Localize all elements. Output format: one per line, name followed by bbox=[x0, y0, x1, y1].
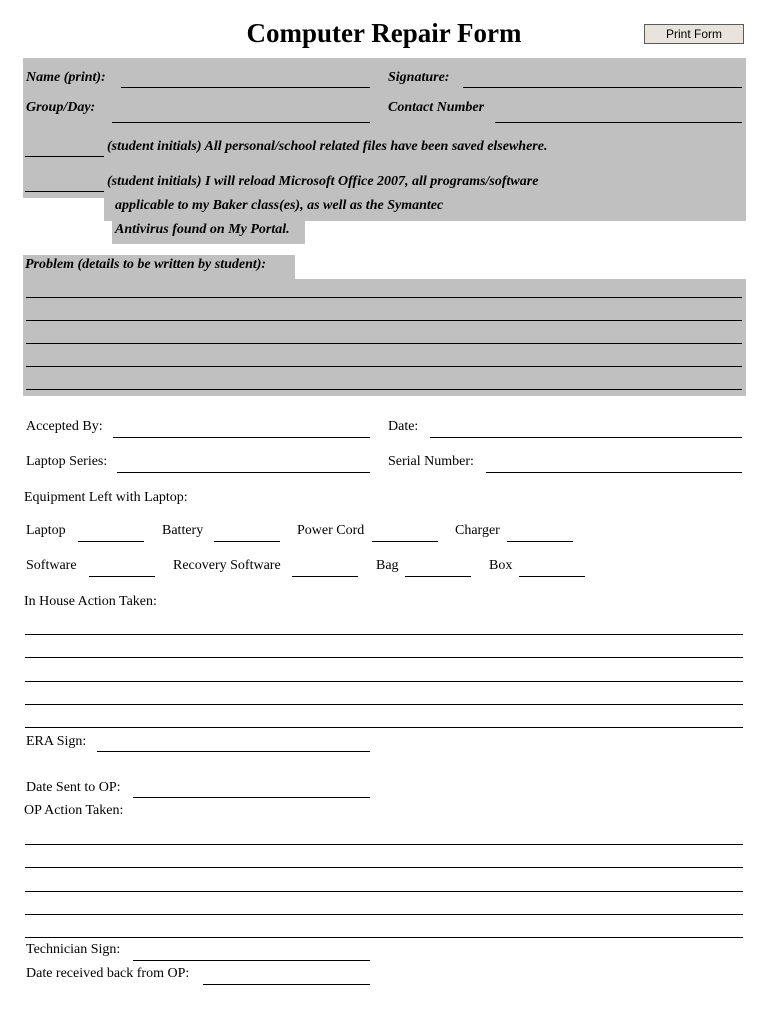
problem-line bbox=[26, 297, 742, 298]
op-action-label: OP Action Taken: bbox=[24, 803, 124, 818]
laptop-label: Laptop bbox=[26, 523, 66, 538]
accepted-by-field[interactable] bbox=[113, 422, 370, 438]
group-day-field[interactable] bbox=[112, 107, 370, 123]
ack-files-saved: (student initials) All personal/school related files have been saved elsewhere. bbox=[107, 139, 548, 154]
in-house-line bbox=[25, 657, 743, 658]
signature-field[interactable] bbox=[463, 72, 742, 88]
initials-field-2[interactable] bbox=[25, 176, 104, 192]
in-house-action-area[interactable] bbox=[25, 620, 743, 730]
laptop-series-label: Laptop Series: bbox=[26, 454, 108, 469]
problem-area[interactable] bbox=[23, 279, 746, 396]
name-label: Name (print): bbox=[26, 70, 106, 85]
print-form-button[interactable]: Print Form bbox=[644, 24, 744, 44]
date-field[interactable] bbox=[430, 422, 742, 438]
accepted-by-label: Accepted By: bbox=[26, 419, 103, 434]
op-line bbox=[25, 867, 743, 868]
in-house-line bbox=[25, 634, 743, 635]
charger-label: Charger bbox=[455, 523, 500, 538]
problem-line bbox=[26, 366, 742, 367]
op-line bbox=[25, 844, 743, 845]
power-cord-label: Power Cord bbox=[297, 523, 365, 538]
technician-sign-label: Technician Sign: bbox=[26, 942, 121, 957]
problem-line bbox=[26, 320, 742, 321]
problem-line bbox=[26, 343, 742, 344]
problem-label: Problem (details to be written by student): bbox=[25, 257, 267, 272]
op-line bbox=[25, 937, 743, 938]
era-sign-label: ERA Sign: bbox=[26, 734, 87, 749]
laptop-series-field[interactable] bbox=[117, 457, 370, 473]
laptop-field[interactable] bbox=[78, 526, 144, 542]
power-cord-field[interactable] bbox=[372, 526, 438, 542]
group-day-label: Group/Day: bbox=[26, 100, 96, 115]
op-line bbox=[25, 891, 743, 892]
recovery-software-label: Recovery Software bbox=[173, 558, 281, 573]
in-house-line bbox=[25, 681, 743, 682]
bag-field[interactable] bbox=[405, 561, 471, 577]
contact-number-label: Contact Number bbox=[388, 100, 485, 115]
battery-label: Battery bbox=[162, 523, 204, 538]
technician-sign-field[interactable] bbox=[133, 945, 370, 961]
name-field[interactable] bbox=[121, 72, 370, 88]
serial-number-field[interactable] bbox=[486, 457, 742, 473]
form-title: Computer Repair Form bbox=[246, 18, 522, 48]
ack-reload-line3: Antivirus found on My Portal. bbox=[115, 222, 290, 237]
signature-label: Signature: bbox=[388, 70, 450, 85]
equipment-heading: Equipment Left with Laptop: bbox=[24, 490, 188, 505]
in-house-line bbox=[25, 727, 743, 728]
software-label: Software bbox=[26, 558, 77, 573]
serial-number-label: Serial Number: bbox=[388, 454, 474, 469]
box-label: Box bbox=[489, 558, 513, 573]
in-house-action-label: In House Action Taken: bbox=[24, 594, 157, 609]
initials-field-1[interactable] bbox=[25, 141, 104, 157]
op-line bbox=[25, 914, 743, 915]
ack-reload-line2: applicable to my Baker class(es), as well as the Symantec bbox=[115, 198, 444, 213]
battery-field[interactable] bbox=[214, 526, 280, 542]
charger-field[interactable] bbox=[507, 526, 573, 542]
problem-line bbox=[26, 389, 742, 390]
date-received-label: Date received back from OP: bbox=[26, 966, 190, 981]
software-field[interactable] bbox=[89, 561, 155, 577]
era-sign-field[interactable] bbox=[97, 736, 370, 752]
date-received-field[interactable] bbox=[203, 969, 370, 985]
date-sent-field[interactable] bbox=[133, 782, 370, 798]
contact-number-field[interactable] bbox=[495, 107, 742, 123]
ack-reload-line1: (student initials) I will reload Microsoft Office 2007, all programs/software bbox=[107, 174, 539, 189]
op-action-area[interactable] bbox=[25, 830, 743, 940]
box-field[interactable] bbox=[519, 561, 585, 577]
in-house-line bbox=[25, 704, 743, 705]
date-label: Date: bbox=[388, 419, 419, 434]
date-sent-label: Date Sent to OP: bbox=[26, 780, 121, 795]
bag-label: Bag bbox=[376, 558, 399, 573]
recovery-software-field[interactable] bbox=[292, 561, 358, 577]
